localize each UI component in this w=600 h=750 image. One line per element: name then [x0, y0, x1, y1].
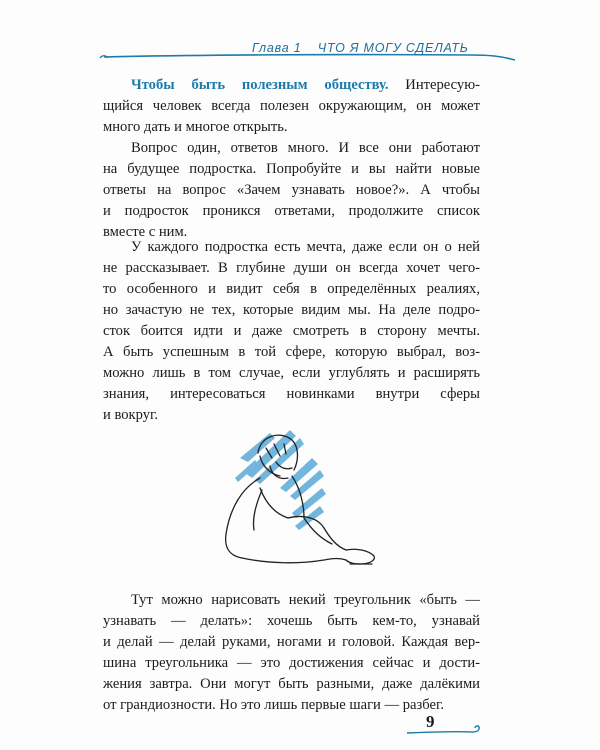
- text-line: и подросток проникся ответами, продолжите список: [103, 203, 480, 219]
- text-line: и делай — делай руками, ногами и головой. Каждая вер-: [103, 634, 480, 650]
- text-line: А быть успешным в той сфере, которую выбрал, воз-: [103, 344, 480, 360]
- page-number-swash: [405, 716, 485, 736]
- paragraph-4: [103, 590, 480, 716]
- text-line: шина треугольника — это достижения сейчас и дости-: [103, 655, 480, 671]
- sitting-teen-illustration-icon: [200, 418, 390, 588]
- chapter-label: Глава 1: [252, 41, 302, 55]
- text-line: У каждого подростка есть мечта, даже если он о ней: [131, 239, 480, 255]
- text-line: но зачастую не тех, которые видим мы. На деле подро-: [103, 302, 480, 318]
- text-line: то особенного и видит себя в определённых реалиях,: [103, 281, 480, 297]
- text-line: ответы на вопрос «Зачем узнавать новое?». А чтобы: [103, 182, 480, 198]
- text-line: Тут можно нарисовать некий треугольник «быть —: [131, 592, 480, 608]
- text-line: жения завтра. Они могут быть разными, даже далёкими: [103, 676, 480, 692]
- chapter-title: ЧТО Я МОГУ СДЕЛАТЬ: [317, 41, 469, 55]
- header-rule: [0, 0, 600, 80]
- paragraph-1: [103, 75, 480, 138]
- text-line: сток боится идти и даже смотреть в сторону мечты.: [103, 323, 480, 339]
- lead-phrase: Чтобы быть полезным обществу.: [131, 77, 389, 93]
- paragraph-3: [103, 237, 480, 426]
- text-line: Вопрос один, ответов много. И все они работают: [131, 140, 480, 156]
- text-line: можно лишь в том случае, если углублять и расширять: [103, 365, 480, 381]
- text-line: вместе с ним.: [103, 224, 188, 240]
- text-line: знания, интересоваться новинками внутри сферы: [103, 386, 480, 402]
- text-line: на будущее подростка. Попробуйте и вы найти новые: [103, 161, 480, 177]
- text-line: много дать и многое открыть.: [103, 119, 288, 135]
- paragraph-2: [103, 138, 480, 243]
- text-line: [103, 75, 480, 96]
- text-line: от грандиозности. Но это лишь первые шаги — разбег.: [103, 697, 444, 713]
- page-number: 9: [426, 712, 435, 731]
- text-line: не рассказывает. В глубине души он всегда хочет чего-: [103, 260, 480, 276]
- running-header: [252, 41, 469, 55]
- text-line: щийся человек всегда полезен окружающим, он может: [103, 98, 480, 114]
- text-line: узнавать — делать»: хочешь быть кем-то, узнавай: [103, 613, 480, 629]
- text-line: и вокруг.: [103, 407, 159, 423]
- text-fragment: Интересую-: [388, 77, 480, 93]
